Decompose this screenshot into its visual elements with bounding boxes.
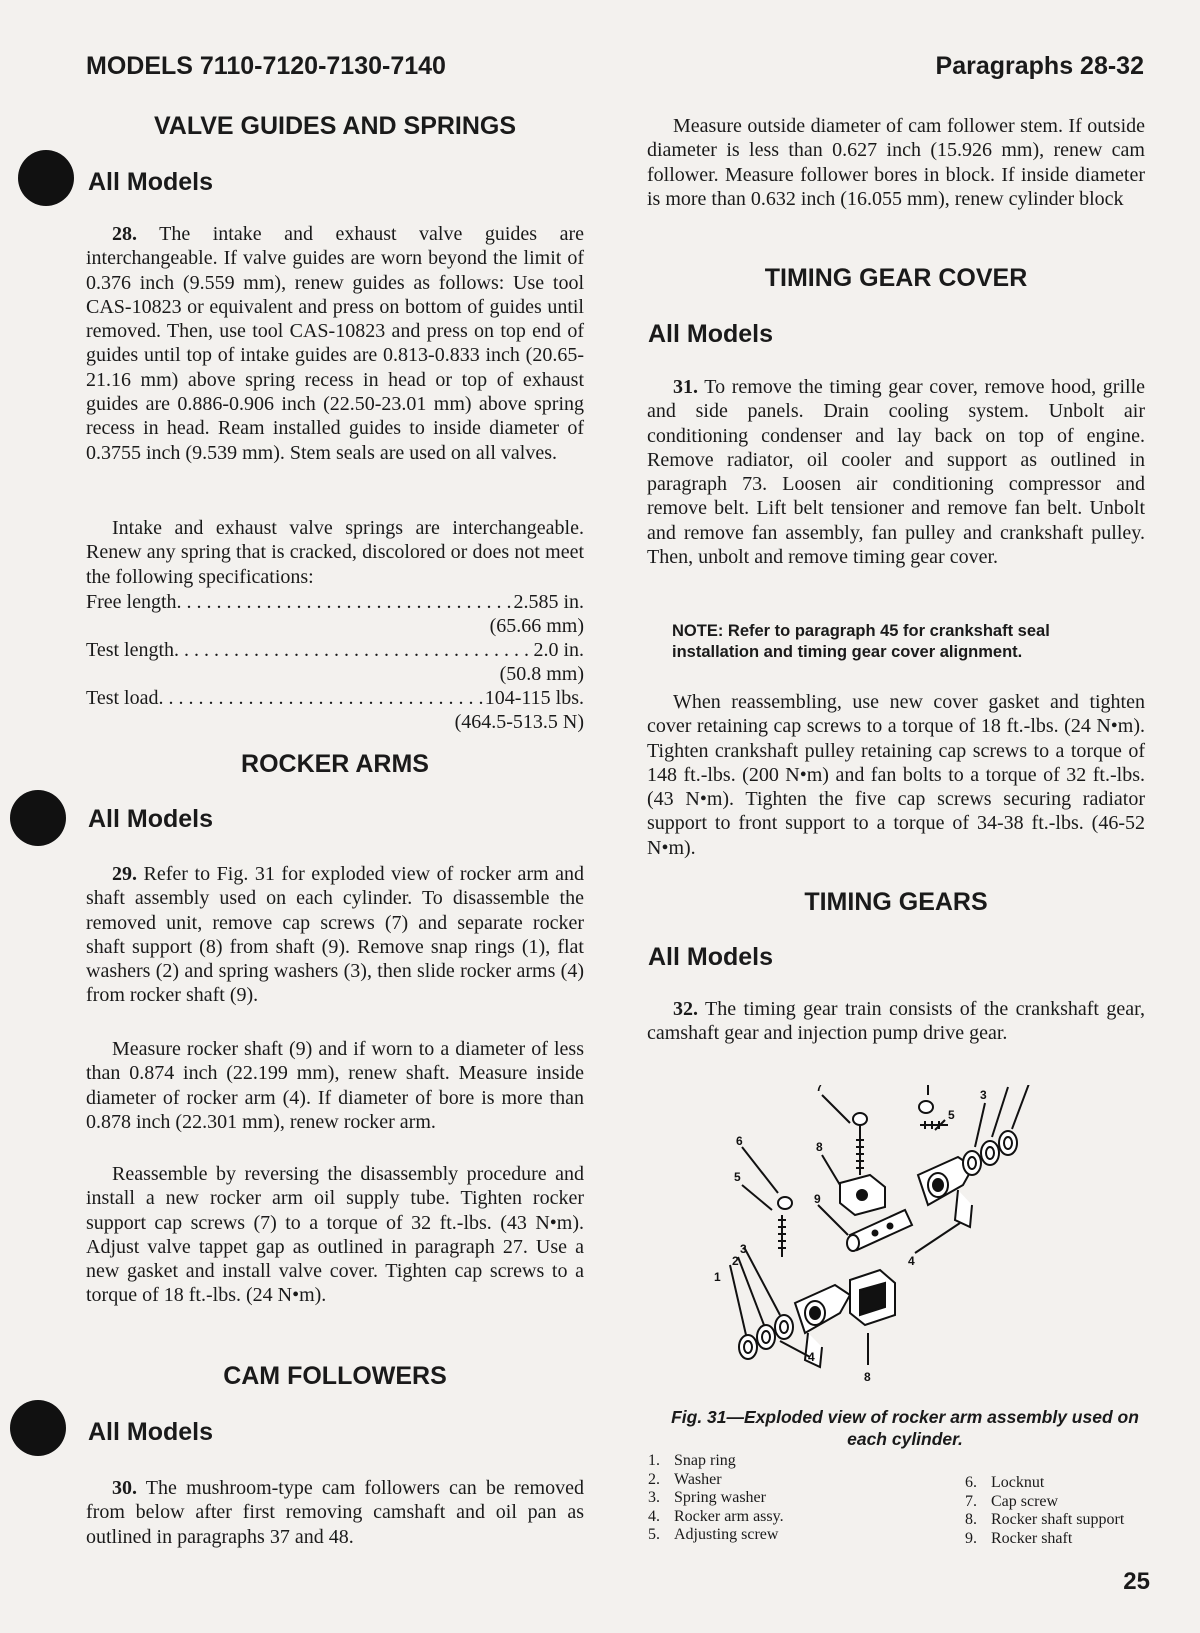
callout-4-right: 4: [908, 1254, 915, 1268]
punch-hole-middle: [10, 790, 66, 846]
subhead-all-models-5: All Models: [648, 943, 774, 971]
legend-text: Spring washer: [674, 1489, 766, 1506]
section-title-rocker-arms: ROCKER ARMS: [241, 750, 429, 778]
paragraph-30: [86, 1476, 584, 1549]
paragraph-number: 28.: [112, 223, 137, 245]
callout-2-right: [1004, 1085, 1011, 1088]
spec-value: 2.0 in.: [533, 639, 584, 661]
callout-3-left: 3: [740, 1242, 747, 1256]
spec-label: Free length: [86, 591, 177, 613]
header-models: MODELS 7110-7120-7130-7140: [86, 52, 446, 80]
paragraph-32: [647, 997, 1145, 1046]
legend-item: [965, 1474, 1124, 1493]
legend-text: Rocker shaft: [991, 1529, 1073, 1547]
section-title-timing-gears: TIMING GEARS: [804, 888, 988, 916]
spec-leader: [158, 686, 484, 710]
legend-text: Washer: [674, 1470, 722, 1488]
legend-num: 3.: [648, 1489, 660, 1506]
callout-4-left: 4: [808, 1350, 815, 1364]
legend-item: [648, 1489, 784, 1508]
legend-num: 5.: [648, 1526, 660, 1543]
rocker-arm-exploded-view: [690, 1085, 1100, 1395]
callout-8-bottom: 8: [864, 1370, 871, 1384]
legend-text: Cap screw: [991, 1492, 1059, 1510]
spec-leader: [174, 638, 533, 662]
legend-num: 8.: [965, 1511, 977, 1528]
snap-ring-left: [739, 1335, 757, 1359]
legend-item: [648, 1526, 784, 1545]
legend-item: [965, 1493, 1124, 1512]
spec-value: 2.585 in.: [513, 591, 584, 613]
legend-right: [965, 1474, 1124, 1548]
paragraph-29c: Reassemble by reversing the disassembly procedure and install a new rocker arm oil supply tube. Tighten rocker support cap screws (7) to a torque of 32 ft.-lbs. (43 N•m). Adjust valve tappet gap as outlined in paragraph 27. Use a new gasket and install valve cover. Tighten cap screws to a torque of 18 ft.-lbs. (24 N•m).: [86, 1163, 584, 1307]
legend-num: 4.: [648, 1507, 660, 1525]
callout-8-top: 8: [816, 1140, 823, 1154]
rocker-arm-diagram: [690, 1085, 1100, 1395]
note-crankshaft-seal: NOTE: Refer to paragraph 45 for crankshaft seal installation and timing gear cover alignment.: [672, 622, 1050, 661]
spec-row: [86, 638, 584, 662]
punch-hole-bottom: [10, 1400, 66, 1456]
paragraph-28: [86, 222, 584, 465]
spec-metric: (65.66 mm): [489, 615, 584, 637]
legend-num: 9.: [965, 1529, 977, 1547]
spec-label: Test load: [86, 687, 159, 709]
legend-text: Locknut: [991, 1474, 1045, 1491]
paragraph-text: To remove the timing gear cover, remove hood, grille and side panels. Drain cooling system. Unbolt air conditioning condenser and lay back on top of engine. Remove radiator, oil cooler and support as outlined in paragraph 73. Loosen air conditioning compressor and remove belt. Lift belt tensioner and remove fan belt. Unbolt and remove fan assembly, fan pulley and crankshaft pulley. Then, unbolt and remove timing gear cover.: [647, 376, 1145, 569]
spec-label: Test length: [86, 639, 175, 661]
callout-7: 7: [816, 1085, 823, 1094]
legend-text: Adjusting screw: [674, 1526, 779, 1543]
legend-item: [648, 1471, 784, 1490]
section-title-timing-gear-cover: TIMING GEAR COVER: [764, 264, 1028, 292]
snap-ring-right: [999, 1131, 1017, 1155]
subhead-all-models-1: All Models: [88, 168, 214, 196]
paragraph-number: 30.: [112, 1477, 137, 1499]
paragraph-text: The intake and exhaust valve guides are interchangeable. If valve guides are worn beyond the limit of 0.376 inch (9.559 mm), renew guides as follows: Use tool CAS-10823 or equivalent and press on bottom of guides until removed. Then, use tool CAS-10823 and press on top end of guides until top of intake guides are 0.813-0.833 inch (20.65-21.16 mm) above spring recess in head or top of exhaust guides are 0.886-0.906 inch (22.50-23.01 mm) above spring recess in head. Ream installed guides to inside diameter of 0.3755 inch (9.539 mm). Stem seals are used on all valves.: [86, 223, 584, 464]
callout-1-left: 1: [714, 1270, 721, 1284]
spec-value: 104-115 lbs.: [484, 687, 584, 709]
paragraph-31b: When reassembling, use new cover gasket and tighten cover retaining cap screws to a torque of 18 ft.-lbs. (24 N•m). Tighten crankshaft pulley retaining cap screws to a torque of 148 ft.-lbs. (200 N•m) and fan bolts to a torque of 32 ft.-lbs. (43 N•m). Tighten the five cap screws securing radiator support to front support to a torque of 34-38 ft.-lbs. (46-52 N•m).: [647, 691, 1145, 859]
legend-num: 7.: [965, 1492, 977, 1510]
callout-6-left: 6: [736, 1134, 743, 1148]
section-title-cam-followers: CAM FOLLOWERS: [223, 1362, 447, 1390]
legend-num: 2.: [648, 1470, 660, 1488]
callout-3-right: 3: [980, 1088, 987, 1102]
legend-text: Rocker shaft support: [991, 1511, 1125, 1528]
paragraph-text: The timing gear train consists of the crankshaft gear, camshaft gear and injection pump drive gear.: [647, 998, 1145, 1045]
figure-caption: Fig. 31—Exploded view of rocker arm assembly used on each cylinder.: [671, 1407, 1139, 1449]
paragraph-28b: Intake and exhaust valve springs are interchangeable. Renew any spring that is cracked, discolored or does not meet the following specifications:: [86, 517, 584, 588]
legend-item: [965, 1511, 1124, 1530]
paragraph-number: 32.: [673, 998, 698, 1020]
spec-metric: (464.5-513.5 N): [454, 711, 584, 733]
spec-leader: [177, 590, 514, 614]
spring-washer-left: [775, 1315, 793, 1339]
subhead-all-models-2: All Models: [88, 805, 214, 833]
callout-5-left: 5: [734, 1170, 741, 1184]
paragraph-29b: Measure rocker shaft (9) and if worn to a diameter of less than 0.874 inch (22.199 mm), renew shaft. Measure inside diameter of rocker arm (4). If diameter of bore is more than 0.878 inch (22.301 mm), renew rocker arm.: [86, 1038, 584, 1133]
spec-row: [86, 590, 584, 614]
paragraph-29: [86, 862, 584, 1008]
paragraph-text: The mushroom-type cam followers can be removed from below after first removing camshaft and oil pan as outlined in paragraphs 37 and 48.: [86, 1477, 584, 1548]
callout-9: 9: [814, 1192, 821, 1206]
spec-row: [86, 686, 584, 710]
legend-left: [648, 1452, 784, 1545]
callout-2-left: 2: [732, 1254, 739, 1268]
legend-item: [965, 1530, 1124, 1549]
subhead-all-models-4: All Models: [648, 320, 774, 348]
callout-5-right: 5: [948, 1108, 955, 1122]
paragraph-number: 31.: [673, 376, 698, 398]
punch-hole-top: [18, 150, 74, 206]
section-title-valve-guides: VALVE GUIDES AND SPRINGS: [153, 112, 517, 140]
washer-right: [981, 1141, 999, 1165]
header-paragraphs: Paragraphs 28-32: [935, 52, 1144, 80]
legend-num: 1.: [648, 1452, 660, 1469]
paragraph-number: 29.: [112, 863, 137, 885]
legend-item: [648, 1508, 784, 1527]
legend-num: 6.: [965, 1474, 977, 1491]
paragraph-30b: Measure outside diameter of cam follower stem. If outside diameter is less than 0.627 inch (15.926 mm), renew cam follower. Measure follower bores in block. If inside diameter is more than 0.632 inch (16.055 mm), renew cylinder block: [647, 115, 1145, 210]
spring-washer-right: [963, 1151, 981, 1175]
paragraph-text: Refer to Fig. 31 for exploded view of rocker arm and shaft assembly used on each cylinder. To disassemble the removed unit, remove cap screws (7) and separate rocker shaft support (8) from shaft (9). Remove snap rings (1), flat washers (2) and spring washers (3), then slide rocker arms (4) from rocker shaft (9).: [86, 863, 584, 1007]
paragraph-31: [647, 375, 1145, 569]
legend-text: Rocker arm assy.: [674, 1507, 784, 1525]
spec-metric: (50.8 mm): [499, 663, 584, 685]
subhead-all-models-3: All Models: [88, 1418, 214, 1446]
spring-specs: [86, 590, 584, 734]
legend-item: [648, 1452, 784, 1471]
page-number: 25: [1123, 1568, 1150, 1595]
washer-left: [757, 1325, 775, 1349]
legend-text: Snap ring: [674, 1452, 736, 1469]
